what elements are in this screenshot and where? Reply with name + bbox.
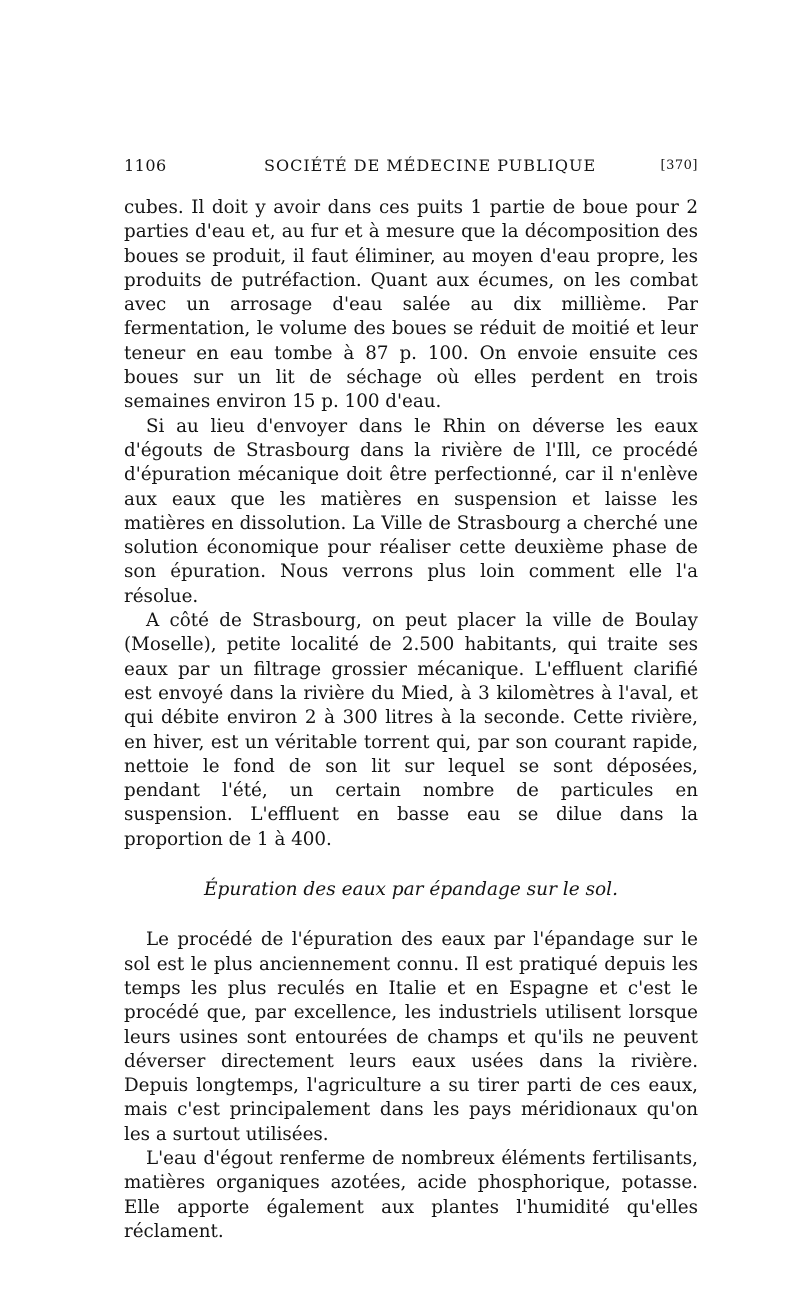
running-title: SOCIÉTÉ DE MÉDECINE PUBLIQUE	[264, 156, 597, 175]
section-title: Épuration des eaux par épandage sur le sol.	[204, 879, 618, 901]
page-header	[124, 152, 698, 182]
paragraph-strasbourg: Si au lieu d'envoyer dans le Rhin on déverse les eaux d'égouts de Strasbourg dans la rivière de l'Ill, ce procédé d'épuration mécanique doit être perfectionné, car il n'enlève aux eaux que les matières en suspension et laisse les matières en dissolution. La Ville de Strasbourg a cherché une solution économique pour réaliser cette deuxième phase de son épuration. Nous verrons plus loin comment elle l'a résolue.	[124, 415, 698, 607]
page-reference: [370]	[660, 158, 698, 173]
page-number: 1106	[124, 156, 167, 175]
book-page	[124, 152, 698, 1242]
paragraph-boulay: A côté de Strasbourg, on peut placer la ville de Boulay (Moselle), petite localité de 2.500 habitants, qui traite ses eaux par un filtrage grossier mécanique. L'effluent clarifié est envoyé dans la rivière du Mied, à 3 kilomètres à l'aval, et qui débite environ 2 à 300 litres à la seconde. Cette rivière, en hiver, est un véritable torrent qui, par son courant rapide, nettoie le fond de son lit sur lequel se sont déposées, pendant l'été, un certain nombre de particules en suspension. L'effluent en basse eau se dilue dans la proportion de 1 à 400.	[124, 610, 698, 850]
page-body	[124, 196, 698, 1244]
paragraph-continuation: cubes. Il doit y avoir dans ces puits 1 partie de boue pour 2 parties d'eau et, au fur et à mesure que la décomposition des boues se produit, il faut éliminer, au moyen d'eau propre, les produits de putréfaction. Quant aux écumes, on les combat avec un arrosage d'eau salée au dix millième. Par fermentation, le volume des boues se réduit de moitié et leur teneur en eau tombe à 87 p. 100. On envoie ensuite ces boues sur un lit de séchage où elles perdent en trois semaines environ 15 p. 100 d'eau.	[124, 197, 698, 413]
paragraph-epandage: Le procédé de l'épuration des eaux par l'épandage sur le sol est le plus anciennement connu. Il est pratiqué depuis les temps les plus reculés en Italie et en Espagne et c'est le procédé que, par excellence, les industriels utilisent lorsque leurs usines sont entourées de champs et qu'ils ne peuvent déverser directement leurs eaux usées dans la rivière. Depuis longtemps, l'agriculture a su tirer parti de ces eaux, mais c'est principalement dans les pays méridionaux qu'on les a surtout utilisées.	[124, 929, 698, 1145]
paragraph-eau-egout: L'eau d'égout renferme de nombreux éléments fertilisants, matières organiques azotées, acide phosphorique, potasse. Elle apporte également aux plantes l'humidité qu'elles réclament.	[124, 1147, 698, 1242]
